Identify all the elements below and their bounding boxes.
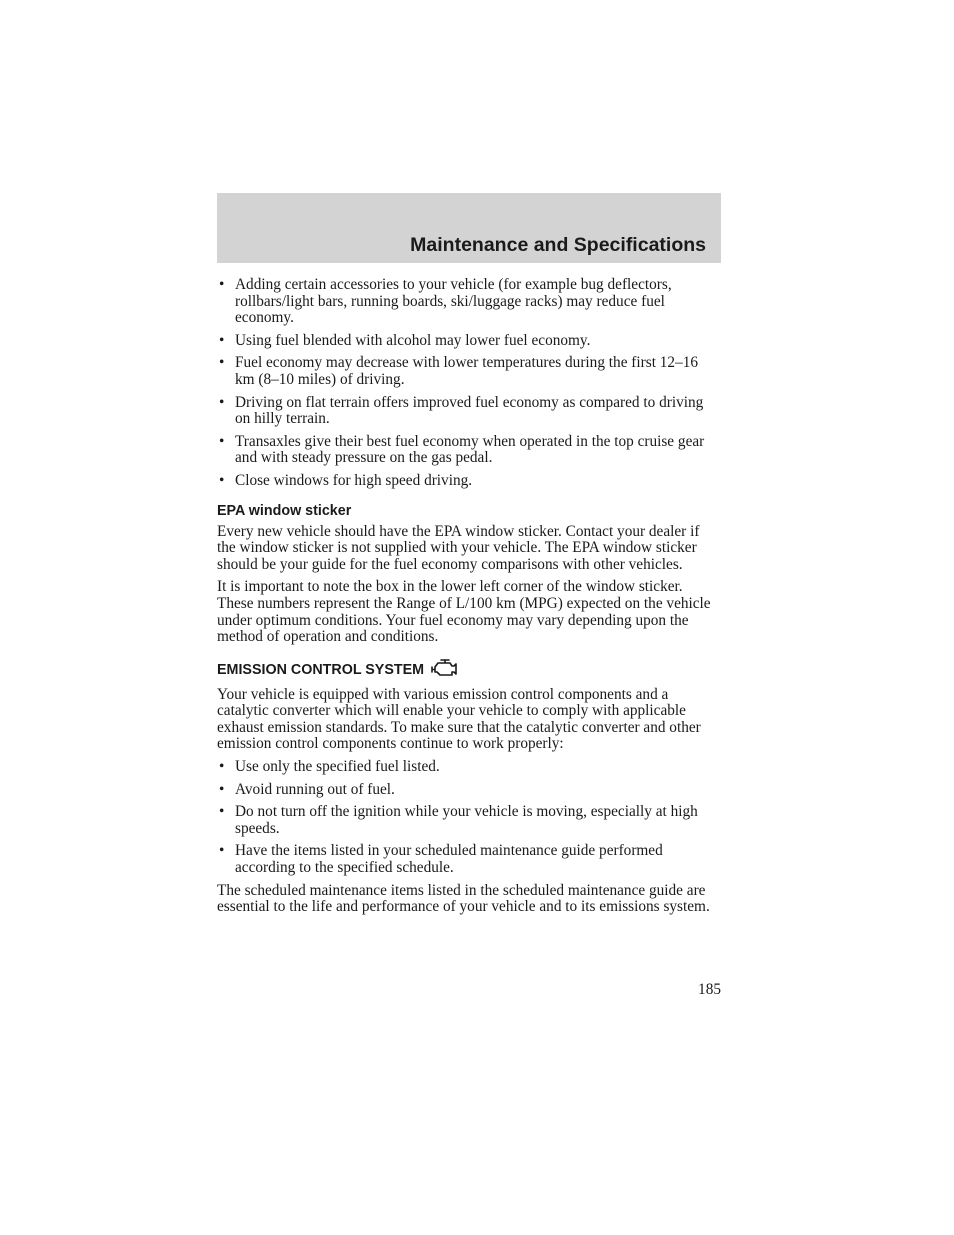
emission-section <box>217 658 721 916</box>
list-item: • Transaxles give their best fuel economy when operated in the top cruise gear and with steady pressure on the gas pedal. <box>217 434 721 467</box>
list-item: • Use only the specified fuel listed. <box>217 759 721 776</box>
emission-intro: Your vehicle is equipped with various emission control components and a catalytic converter which will enable your vehicle to comply with applicable exhaust emission standards. To make sure that the catalytic converter and other emission control components continue to work properly: <box>217 685 701 753</box>
list-item: • Driving on flat terrain offers improved fuel economy as compared to driving on hilly terrain. <box>217 395 721 428</box>
list-item: • Avoid running out of fuel. <box>217 782 721 799</box>
emission-heading-text: EMISSION CONTROL SYSTEM <box>217 661 425 678</box>
emission-closing: The scheduled maintenance items listed in the scheduled maintenance guide are essential to the life and performance of your vehicle and to its emissions system. <box>217 881 710 916</box>
section-header-band <box>217 193 721 263</box>
engine-icon <box>430 658 460 683</box>
list-item: • Using fuel blended with alcohol may lower fuel economy. <box>217 333 721 350</box>
list-item: • Adding certain accessories to your vehicle (for example bug deflectors, rollbars/light bars, running boards, ski/luggage racks) may reduce fuel economy. <box>217 277 721 327</box>
epa-paragraph: Every new vehicle should have the EPA window sticker. Contact your dealer if the window sticker is not supplied with your vehicle. The EPA window sticker should be your guide for the fuel economy comparisons with other vehicles. <box>217 522 700 573</box>
list-item: • Close windows for high speed driving. <box>217 473 721 490</box>
emission-list <box>217 759 721 877</box>
list-item: • Fuel economy may decrease with lower temperatures during the first 12–16 km (8–10 miles) of driving. <box>217 355 721 388</box>
page-content <box>217 277 721 922</box>
epa-section <box>217 502 721 646</box>
section-title: Maintenance and Specifications <box>410 234 706 256</box>
page-number: 185 <box>698 981 721 998</box>
epa-paragraph: It is important to note the box in the lower left corner of the window sticker. These numbers represent the Range of L/100 km (MPG) expected on the vehicle under optimum conditions. Your fuel economy may vary depending upon the method of operation and conditions. <box>217 578 711 646</box>
list-item: • Do not turn off the ignition while your vehicle is moving, especially at high speeds. <box>217 804 721 837</box>
fuel-economy-list <box>217 277 721 490</box>
emission-heading <box>217 658 721 683</box>
list-item: • Have the items listed in your scheduled maintenance guide performed according to the specified schedule. <box>217 843 721 876</box>
epa-heading: EPA window sticker <box>217 502 352 519</box>
